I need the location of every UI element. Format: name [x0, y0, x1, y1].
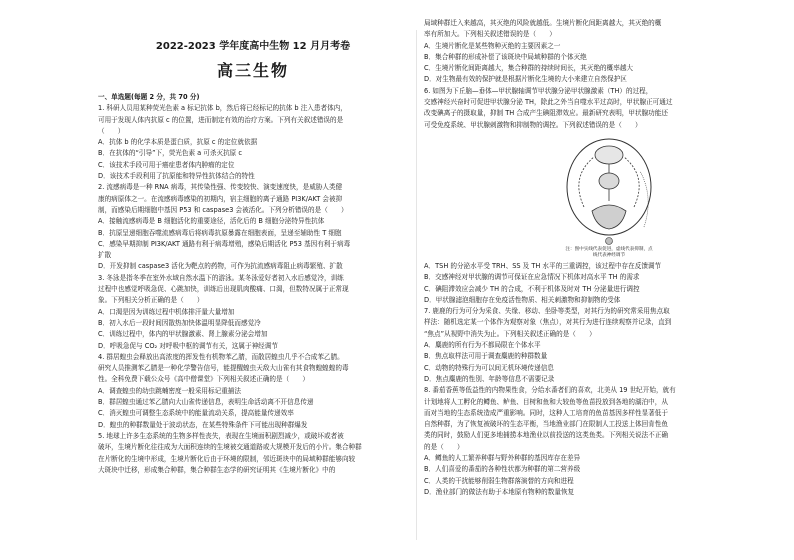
text-line: A．口渴是因为训练过程中机体排汗量大量增加 [98, 307, 235, 316]
text-line: D．对生物最有效的保护就是根据片断化生境的大小来建立自然保护区 [424, 75, 627, 84]
figure-caption-line2: 线代表神经调节 [592, 252, 626, 258]
text-line: 性。全科免费下载公众号《高中僧课堂》下列相关叙述正确的是（ ） [98, 375, 309, 384]
text-line: D．开发抑制 caspase3 活化为靶点的药物，可作为抗流感病毒阻止病毒繁殖、扩散 [98, 262, 343, 271]
text-line: 可受免疫系统、甲状腺刺激物和抑制物的调控。下列叙述错误的是（ ） [424, 120, 642, 129]
hpt-axis-figure [544, 137, 674, 257]
text-line: C．消灭蝗虫可调整生态系统中的能量流动关系，提高能量传递效率 [98, 409, 294, 418]
hypothalamus-shape [595, 146, 623, 164]
column-divider [416, 30, 417, 540]
text-line: 的是（ ） [424, 442, 464, 451]
text-line: “焦点”从视野中消失为止。下列相关叙述正确的是（ ） [424, 329, 596, 338]
text-line: 1. 科研人员用某种荧光色素 a 标记抗体 b，然后将已经标记的抗体 b 注入患者体内， [98, 104, 347, 113]
text-line: 率有所加大。下列相关叙述错误的是（ ） [424, 30, 556, 39]
text-line: C．人类的干扰能够削弱生物群落演替的方向和进程 [424, 476, 574, 485]
text-line: C．碘阻滞效应会减少 TH 的合成，不利于机体及时对 TH 分泌量进行调控 [424, 284, 640, 293]
text-line: A．麋鹿的所有行为不都局限在个体水平 [424, 341, 541, 350]
text-line: 扩散 [98, 251, 112, 260]
right-question-text-top [424, 18, 726, 131]
text-line: 2. 流感病毒是一种 RNA 病毒，其传染性强、传变较快、演变速度快，是威胁人类健 [98, 183, 343, 192]
text-line: 样法：随机选定某一个体作为观察对象（焦点），对其行为进行连续观察并记录，直到 [424, 318, 672, 327]
text-line: C．该技术手段可用于癌症患者体内肿瘤的定位 [98, 160, 235, 169]
text-line: A．TSH 的分泌水平受 TRH、SS 及 TH 水平的三重调控，该过程中存在反馈调节 [424, 261, 662, 270]
text-line: 象。下列相关分析正确的是（ ） [98, 296, 204, 305]
text-line: D．焦点麋鹿的性别、年龄等信息不需要记录 [424, 374, 555, 383]
text-line: A．抗体 b 的化学本质是蛋白质，抗原 c 的定位就依据 [98, 138, 258, 147]
text-line: 6. 如图为下丘脑—垂体—甲状腺轴调节甲状腺分泌甲状腺激素（TH）的过程， [424, 86, 653, 95]
section-heading: 一、单选题(每题 2 分，共 70 分) [98, 93, 200, 101]
text-line: 3. 冬泳是指冬季在室外水域自然水温下的游泳。某冬泳爱好者初入水后感觉冷，训练 [98, 273, 344, 282]
immune-cell-shape [606, 237, 613, 244]
text-line: 类的同时，鼓励人们更多地捕捞本地渔业以前投送的这类鱼类。下列相关说法不正确 [424, 431, 668, 440]
text-line: 破坏，生境片断化往往成为大面积连续的生境被交通道路或大规模开发后的小片。集合种群 [98, 443, 362, 452]
text-line: 大斑块中迁移，形成集合种群，集合种群生态学的研究证明其《生境片断化》中的 [98, 465, 336, 474]
text-line: 可用于发现人体内抗原 c 的位置，进而制定有效的治疗方案。下列有关叙述错误的是 [98, 115, 344, 124]
text-line: 过程中也感觉呼吸急促、心跳加快，训练后出现肌肉酸痛、口渴，但数特况属于正常现 [98, 285, 349, 294]
pituitary-shape [599, 173, 619, 189]
text-line: B．人们喜爱的番茄的各种性状都为种群的第二营养级 [424, 465, 581, 474]
thyroid-shape [592, 205, 626, 229]
text-line: B．在抗体的“引导”下，荧光色素 a 可杀灭抗原 c [98, 149, 242, 158]
text-line: 5. 地球上许多生态系统的生物多样性丧失，表现在生境面积剧烈减少，或破坏或者被 [98, 431, 344, 440]
text-line: 改变碘离子的摄取量，抑制 TH 合成产生碘阻滞效应。最新研究表明，甲状腺功能还 [424, 109, 668, 118]
text-line: D．呼吸急促与 CO₂ 对呼吸中枢的调节有关，这属于神经调节 [98, 341, 278, 350]
text-line: A．接触流感病毒是 B 细胞活化的重要途径，活化后的 B 细胞分泌特异性抗体 [98, 217, 325, 226]
text-line: A．调查蝗虫的幼虫跳蝻密度一般采用标记重捕法 [98, 386, 241, 395]
text-line: 计划地将人工孵化的鳟鱼、鲈鱼、目树和鱼和大较鱼等鱼苗投放到各地的湖泊中，从 [424, 397, 668, 406]
text-line: D．甲状腺滤泡细胞存在免疫活性物质、相关刺激物和抑制物的受体 [424, 295, 621, 304]
right-question-text-bottom [424, 261, 726, 498]
text-line: 4. 群居蝗虫会释放出高浓度的挥发性有机物苯乙腈，而散居蝗虫几乎不合成苯乙腈。 [98, 352, 344, 361]
feedback-arrow-left [579, 157, 594, 207]
left-column [98, 18, 408, 476]
left-question-text [98, 103, 408, 476]
text-line: 交感神经兴奋时可促进甲状腺分泌 TH，除此之外当自噬水平过高时，甲状腺正可通过 [424, 98, 673, 107]
text-line: 8. 番茄香蕉等低益性的内物果性食，分给水番者们的喜欢，北美从 19 世纪开始，就有 [424, 386, 676, 395]
text-line: （ ） [98, 126, 125, 135]
text-line: B．抗原呈递细胞吞噬流感病毒后将病毒抗原暴露在细胞表面，呈递至辅助性 T 细胞 [98, 228, 342, 237]
subject-title: 高三生物 [216, 61, 289, 80]
text-line: 在片断化的生境中形成，生境片断化后由于环境的限制，邻近斑块中的局域种群能够向较 [98, 454, 356, 463]
hpt-axis-diagram [544, 137, 674, 247]
text-line: B．群居蝗虫通过苯乙腈向大山雀传递信息，表明生命活动离不开信息传递 [98, 398, 314, 407]
figure-caption-line1: 注：图中实线代表促进，虚线代表抑制，点 [565, 246, 653, 252]
text-line: A．生境片断化是某些物种灭绝的主要因素之一 [424, 41, 561, 50]
text-line: B．集合种群的形成补偿了该斑块中局域种群的个体灭绝 [424, 52, 587, 61]
text-line: C．动物的特殊行为可以间无机环境传递信息 [424, 363, 554, 372]
text-line: 局域种群迁入来越高，其灭绝的风险就越低。生境片断化间距离越大，其灭绝的概 [424, 19, 662, 27]
text-line: C．训练过程中，体内的甲状腺激素、肾上腺素分泌会增加 [98, 330, 268, 339]
text-line: D．蝗虫的种群数量处于波动状态，在某些特殊条件下可能出现种群爆发 [98, 420, 308, 429]
text-line: D．渔业部门的做法有助于本地原有物种的数量恢复 [424, 487, 575, 496]
text-line: 制，而感染后期细胞中基因 P53 和 caspase3 会被活化。下列分析错误的是（ ） [98, 205, 348, 214]
text-line: C．生境片断化间距离越大，集合种群的持续时间长，其灭绝的概率越大 [424, 64, 634, 73]
text-line: 康的病原体之一。在流感病毒感染的初期内，宿主细胞的离子通路 PI3K/AKT 会被抑 [98, 194, 343, 203]
feedback-arrow-right [624, 157, 639, 207]
exam-title: 2022-2023 学年度高中生物 12 月月考卷 [155, 41, 351, 52]
right-column [424, 18, 726, 498]
text-line: D．该技术手段利用了抗原能和特异性抗体结合的特性 [98, 172, 255, 181]
text-line: B．焦点取样法可用于调查麋鹿的种群数量 [424, 352, 548, 361]
text-line: C．感染早期抑制 PI3K/AKT 通路有利于病毒增殖，感染后期活化 P53 基因有利于病毒 [98, 239, 351, 248]
text-line: 7. 鹿鹿的行为可分为采食、失缘、移动、坐卧等类型，对其行为的研究常采用焦点取 [424, 307, 670, 316]
text-line: B．初入水后一段时间因散热加快体温明显降低而感觉冷 [98, 318, 261, 327]
text-line: 研究人员推测苯乙腈是一种化学警告信号，能提醒蝗虫天敌大山雀有其食物蝗蝗蝗的毒 [98, 364, 349, 373]
text-line: B．交感神经对甲状腺的调节可保证在应急情况下机体对高水平 TH 的需求 [424, 273, 640, 282]
text-line: A．鳟鱼的人工繁养种群与野外种群的基因库存在差异 [424, 454, 581, 463]
text-line: 自然种群，为了恢复被破坏的生态平衡，当地渔业部门在限制人工投送上体回肯性鱼 [424, 420, 668, 429]
text-line: 而对当地的生态系统造成严重影响。同时，这种人工培育的鱼苗基因多样性显著低于 [424, 408, 668, 417]
